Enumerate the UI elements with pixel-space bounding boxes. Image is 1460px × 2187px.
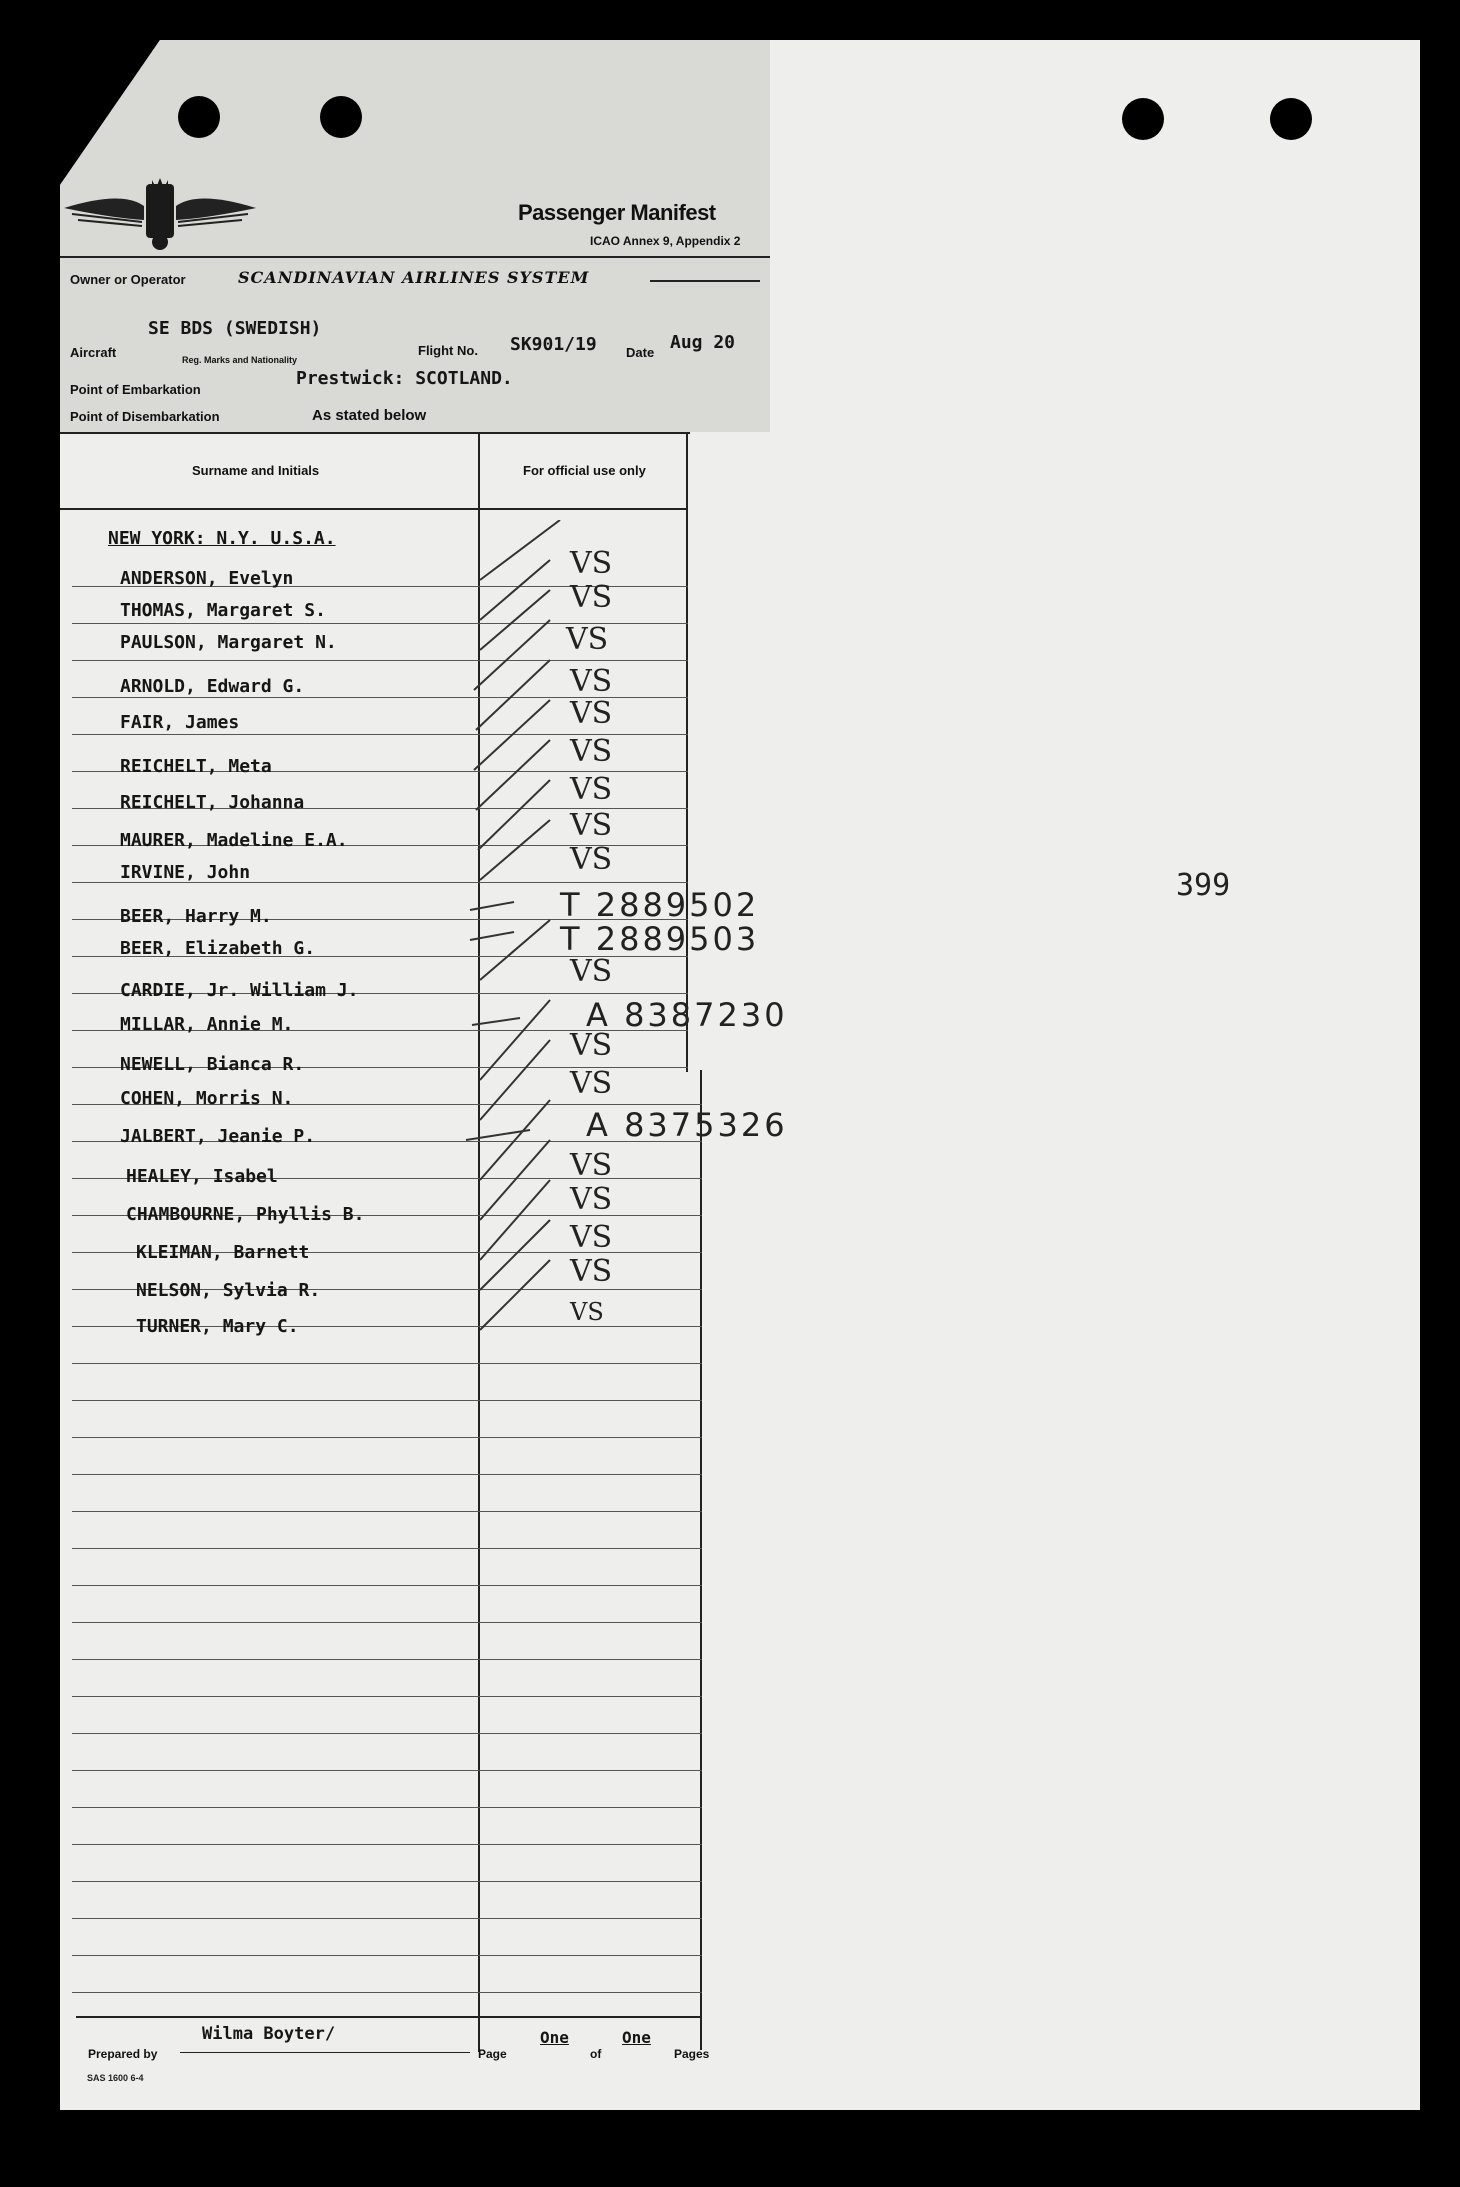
punch-hole (1270, 98, 1312, 140)
official-mark: VS (570, 546, 613, 581)
divider (60, 432, 690, 434)
official-mark: VS (570, 954, 613, 989)
prepared-by-value: Wilma Boyter/ (202, 2024, 336, 2044)
punch-hole (320, 96, 362, 138)
official-mark: VS (570, 1028, 613, 1063)
ruled-line (72, 1548, 702, 1549)
divider (650, 280, 760, 282)
operator-value: SCANDINAVIAN AIRLINES SYSTEM (238, 268, 590, 287)
aircraft-value: SE BDS (SWEDISH) (148, 318, 322, 339)
ruled-line (72, 1696, 702, 1697)
column-header-official: For official use only (523, 463, 646, 478)
official-mark: VS (570, 1148, 613, 1183)
divider (60, 256, 770, 258)
operator-label: Owner or Operator (70, 272, 186, 287)
passenger-name: IRVINE, John (120, 862, 251, 883)
ruled-line (72, 1918, 702, 1919)
date-value: Aug 20 (670, 332, 736, 353)
passenger-name: PAULSON, Margaret N. (120, 632, 337, 653)
official-mark: VS (570, 772, 613, 807)
form-code: SAS 1600 6-4 (87, 2073, 144, 2083)
passenger-name: HEALEY, Isabel (126, 1166, 278, 1187)
disembarkation-value: As stated below (312, 407, 427, 424)
official-mark: VS (570, 696, 613, 731)
official-mark: VS (570, 1182, 613, 1217)
embarkation-label: Point of Embarkation (70, 382, 201, 397)
passenger-name: JALBERT, Jeanie P. (120, 1126, 316, 1147)
of-label: of (590, 2047, 602, 2061)
of-value: One (622, 2028, 651, 2047)
passenger-name: TURNER, Mary C. (136, 1316, 299, 1337)
official-mark: VS (570, 580, 613, 615)
ruled-line (72, 1659, 702, 1660)
ruled-line (72, 1807, 702, 1808)
official-mark: VS (570, 1254, 613, 1289)
ruled-line (72, 1622, 702, 1623)
page-value: One (540, 2028, 569, 2047)
ruled-line (72, 1844, 702, 1845)
official-mark: VS (570, 1298, 604, 1326)
passport-number: A 8387230 (586, 996, 788, 1034)
punch-hole (1122, 98, 1164, 140)
aircraft-sublabel: Reg. Marks and Nationality (182, 355, 298, 365)
ruled-line (72, 1437, 702, 1438)
ruled-line (72, 1881, 702, 1882)
official-mark: VS (570, 1220, 613, 1255)
official-mark: VS (570, 842, 613, 877)
manifest-subtitle: ICAO Annex 9, Appendix 2 (590, 234, 741, 248)
passenger-name: MAURER, Madeline E.A. (120, 830, 348, 851)
prepared-by-label: Prepared by (88, 2047, 158, 2061)
column-header-name: Surname and Initials (192, 463, 320, 478)
archive-page-number: 399 (1176, 868, 1231, 903)
passenger-name: NELSON, Sylvia R. (136, 1280, 321, 1301)
passenger-name: CARDIE, Jr. William J. (120, 980, 359, 1001)
ruled-line (72, 1992, 702, 1993)
ruled-line (72, 1733, 702, 1734)
divider (60, 508, 688, 510)
passenger-name: ANDERSON, Evelyn (120, 568, 294, 589)
flight-label: Flight No. (418, 343, 478, 358)
embarkation-value: Prestwick: SCOTLAND. (296, 368, 513, 389)
flight-value: SK901/19 (510, 334, 597, 355)
passenger-name: REICHELT, Johanna (120, 792, 305, 813)
passenger-name: MILLAR, Annie M. (120, 1014, 294, 1035)
passenger-name: REICHELT, Meta (120, 756, 272, 777)
manifest-title: Passenger Manifest (518, 200, 716, 225)
passport-number: A 8375326 (586, 1106, 788, 1144)
footer-divider (76, 2016, 702, 2018)
passport-number: T 2889502 (560, 886, 760, 924)
passenger-name: BEER, Harry M. (120, 906, 272, 927)
official-mark: VS (570, 1066, 613, 1101)
passenger-name: THOMAS, Margaret S. (120, 600, 326, 621)
passenger-name: FAIR, James (120, 712, 240, 733)
disembarkation-label: Point of Disembarkation (70, 409, 220, 424)
official-mark: VS (570, 808, 613, 843)
page-label: Page (478, 2047, 507, 2061)
ruled-line (72, 1955, 702, 1956)
passenger-name: COHEN, Morris N. (120, 1088, 294, 1109)
passenger-name: CHAMBOURNE, Phyllis B. (126, 1204, 365, 1225)
passenger-name: BEER, Elizabeth G. (120, 938, 316, 959)
official-mark: VS (566, 622, 609, 657)
passenger-name: ARNOLD, Edward G. (120, 676, 305, 697)
official-mark: VS (570, 734, 613, 769)
ruled-line (72, 1585, 702, 1586)
official-mark: VS (570, 664, 613, 699)
punch-hole (178, 96, 220, 138)
ruled-line (72, 1400, 702, 1401)
pages-label: Pages (674, 2047, 710, 2061)
ruled-line (72, 1474, 702, 1475)
passport-number: T 2889503 (560, 920, 760, 958)
ruled-line (72, 1770, 702, 1771)
aircraft-label: Aircraft (70, 345, 117, 360)
ruled-line (72, 1511, 702, 1512)
passenger-name: KLEIMAN, Barnett (136, 1242, 310, 1263)
destination-heading: NEW YORK: N.Y. U.S.A. (108, 528, 336, 549)
airline-logo-icon (62, 178, 258, 252)
signature-line (180, 2052, 470, 2053)
ruled-line (72, 1363, 702, 1364)
passenger-name: NEWELL, Bianca R. (120, 1054, 305, 1075)
date-label: Date (626, 345, 655, 360)
